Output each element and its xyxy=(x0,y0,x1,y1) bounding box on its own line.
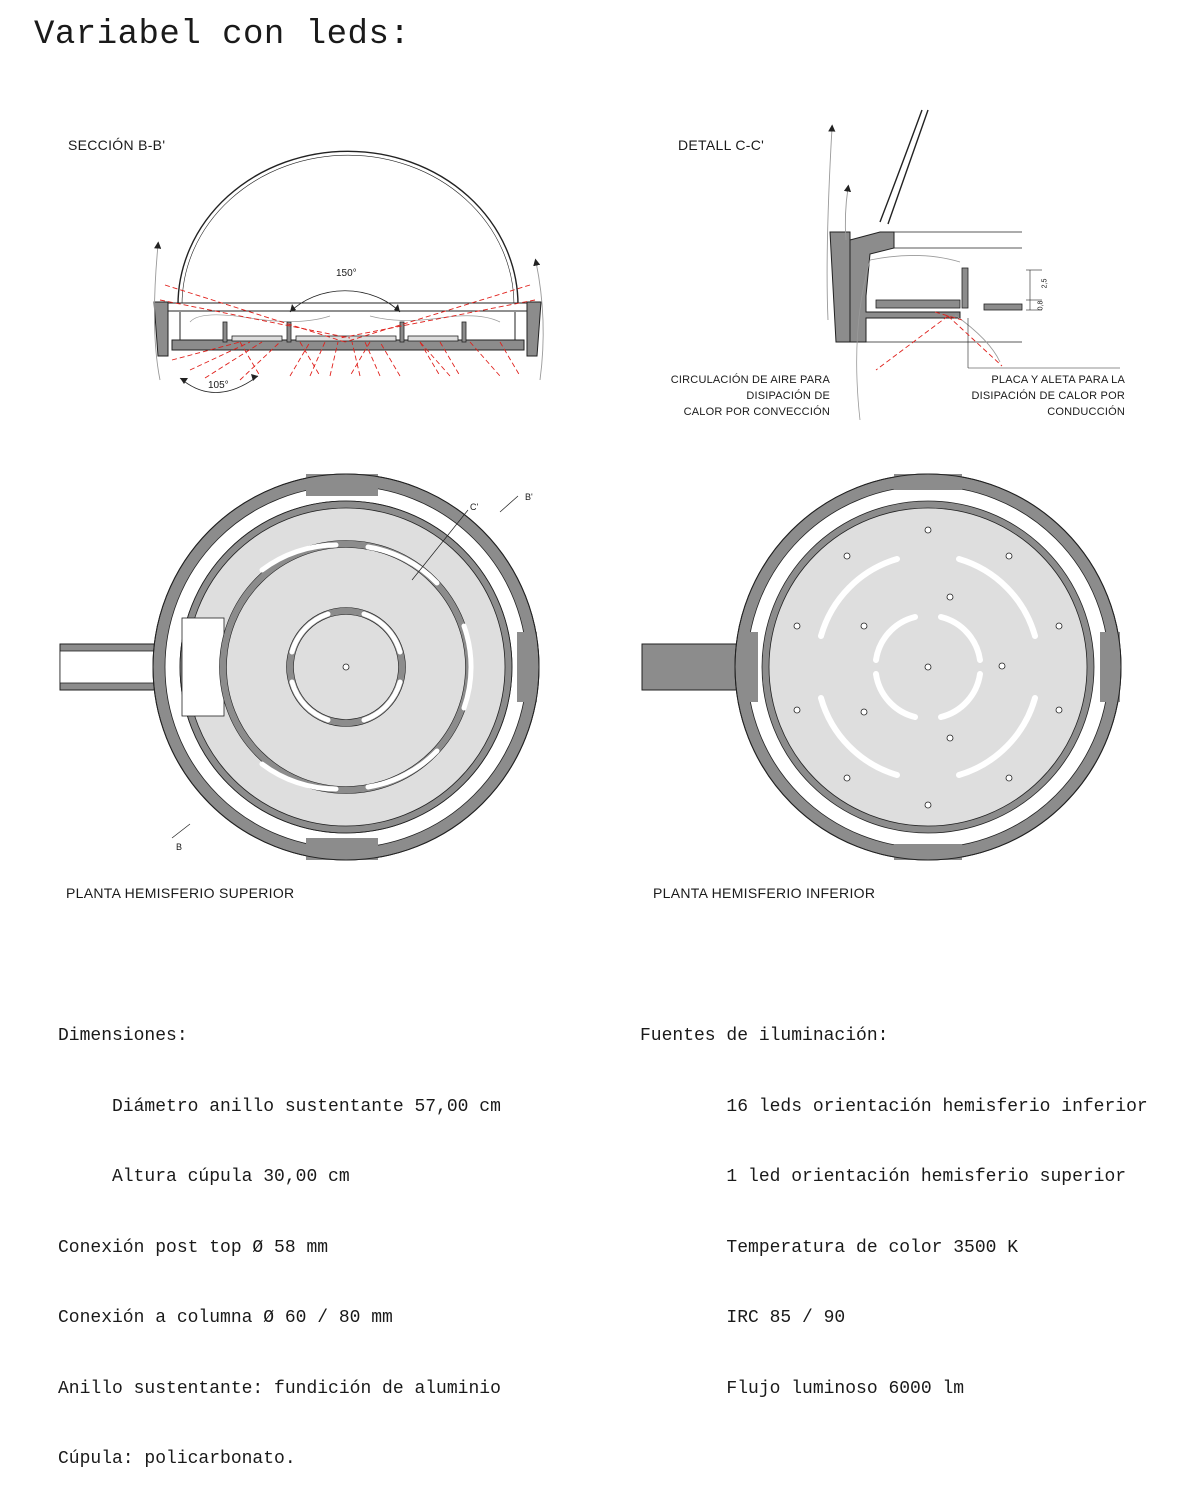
marker-b: B xyxy=(176,842,183,852)
specs-dimensions: Dimensiones: Diámetro anillo sustentante 57,00 cm Altura cúpula 30,00 cm Conexión post top Ø 58 mm Conexión a columna Ø 60 / 80 mm Anillo sustentante: fundición de aluminio Cúpula: policarbonato. xyxy=(58,1026,501,1469)
marker-b-prime: B' xyxy=(525,492,533,502)
angle-label-105: 105° xyxy=(208,380,229,391)
light-rays-detail xyxy=(876,312,1002,370)
light-rays-section xyxy=(160,285,535,380)
plan-upper-label: PLANTA HEMISFERIO SUPERIOR xyxy=(66,885,295,901)
marker-c-prime: C' xyxy=(470,502,479,512)
ring-right xyxy=(527,302,541,356)
specs-light-sources: Fuentes de iluminación: 16 leds orientación hemisferio inferior 1 led orientación hemisferio superior Temperatura de color 3500 K IRC 85 / 90 Flujo luminoso 6000 lm xyxy=(640,1026,1148,1399)
detail-cc-label: DETALL C-C' xyxy=(678,137,765,153)
specs-dimensions-heading: Dimensiones: xyxy=(58,1026,188,1046)
section-bb-drawing xyxy=(154,151,543,392)
detail-dim-a: 2,5 xyxy=(1041,278,1049,289)
dome-outline xyxy=(178,151,518,305)
dome-inner xyxy=(182,155,514,305)
angle-label-150: 150° xyxy=(336,268,357,279)
detail-cc-drawing xyxy=(827,110,1120,420)
plan-lower-drawing xyxy=(642,474,1121,860)
detail-dim-b: 0,8 xyxy=(1037,300,1045,311)
base-plate xyxy=(168,303,527,311)
specs-light-heading: Fuentes de iluminación: xyxy=(640,1026,889,1046)
plan-upper-drawing xyxy=(60,474,539,860)
plan-lower-label: PLANTA HEMISFERIO INFERIOR xyxy=(653,885,876,901)
detail-note-convection: CIRCULACIÓN DE AIRE PARA DISIPACIÓN DE CALOR POR CONVECCIÓN xyxy=(670,374,830,418)
section-bb-label: SECCIÓN B-B' xyxy=(68,137,166,153)
page-title: Variabel con leds: xyxy=(34,16,411,54)
detail-note-conduction: PLACA Y ALETA PARA LA DISIPACIÓN DE CALOR POR CONDUCCIÓN xyxy=(971,374,1125,418)
